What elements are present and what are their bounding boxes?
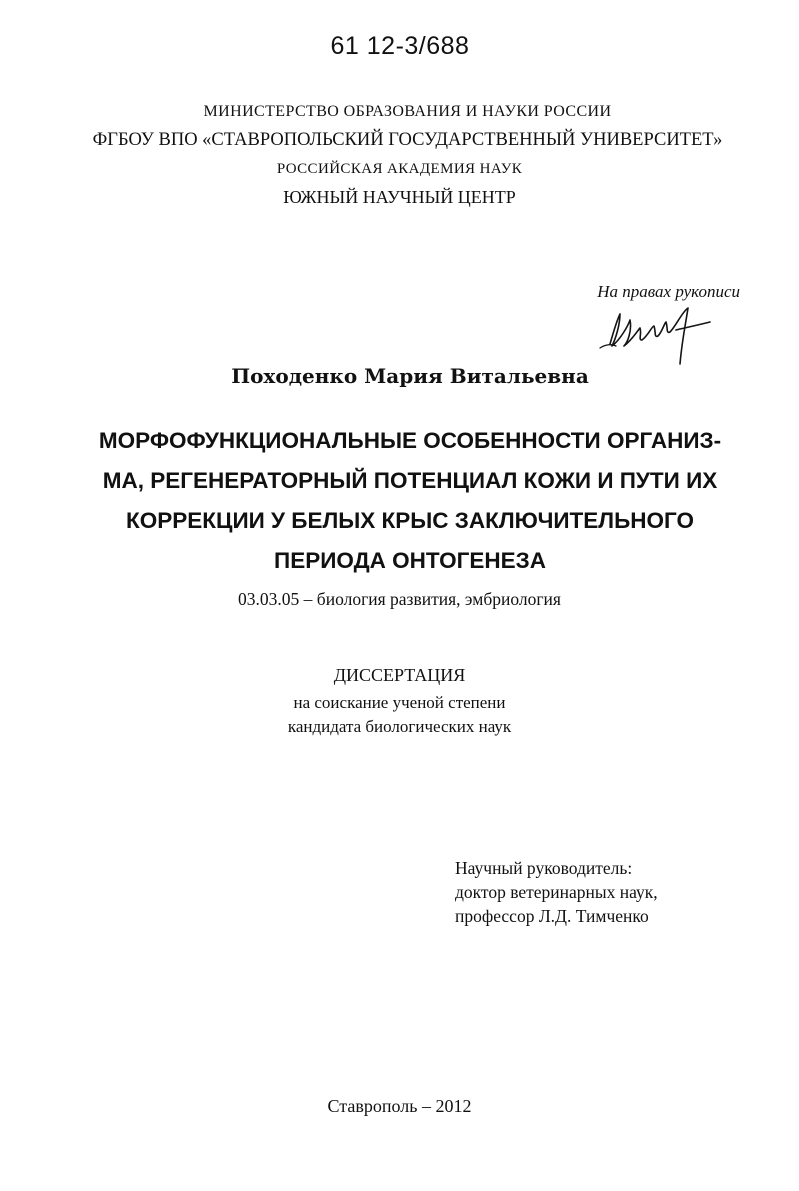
title-line: МА, РЕГЕНЕРАТОРНЫЙ ПОТЕНЦИАЛ КОЖИ И ПУТИ ИХ: [102, 468, 718, 493]
degree-purpose: на соискание ученой степени: [293, 693, 506, 712]
supervisor-degree: доктор ветеринарных наук,: [455, 882, 658, 902]
title-line: КОРРЕКЦИИ У БЕЛЫХ КРЫС ЗАКЛЮЧИТЕЛЬНОГО: [126, 508, 694, 533]
archive-number: 61 12-3/688: [330, 32, 470, 60]
dissertation-title: [60, 424, 760, 584]
degree-name: кандидата биологических наук: [287, 717, 512, 736]
author-name: Походенко Мария Витальевна: [231, 364, 589, 388]
supervisor-name: профессор Л.Д. Тимченко: [455, 906, 649, 926]
supervisor-label: Научный руководитель:: [455, 858, 633, 878]
scientific-center-header: ЮЖНЫЙ НАУЧНЫЙ ЦЕНТР: [283, 187, 516, 207]
title-line: МОРФОФУНКЦИОНАЛЬНЫЕ ОСОБЕННОСТИ ОРГАНИЗ-: [98, 428, 722, 453]
handwritten-signature: [598, 300, 718, 368]
ministry-header: МИНИСТЕРСТВО ОБРАЗОВАНИЯ И НАУКИ РОССИИ: [203, 103, 612, 120]
city-year: Ставрополь – 2012: [327, 1096, 472, 1116]
academy-header: РОССИЙСКАЯ АКАДЕМИЯ НАУК: [276, 161, 523, 177]
university-header: ФГБОУ ВПО «СТАВРОПОЛЬСКИЙ ГОСУДАРСТВЕННЫЙ УНИВЕРСИТЕТ»: [92, 130, 723, 150]
supervisor-block: [455, 856, 658, 928]
title-line: ПЕРИОДА ОНТОГЕНЕЗА: [274, 548, 546, 573]
document-type: ДИССЕРТАЦИЯ: [333, 665, 466, 685]
manuscript-rights-note: На правах рукописи: [597, 282, 740, 301]
specialty-code: 03.03.05 – биология развития, эмбриология: [238, 589, 561, 609]
